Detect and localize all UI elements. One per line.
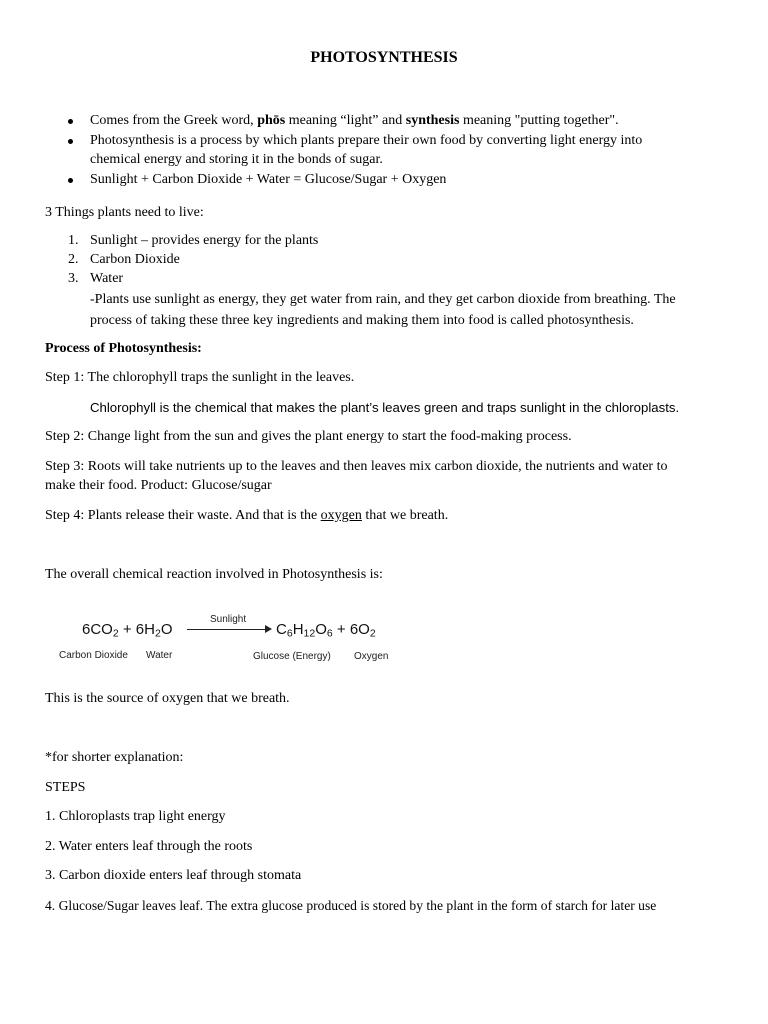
- reaction-intro: The overall chemical reaction involved in Photosynthesis is:: [45, 567, 383, 582]
- label-water: Water: [146, 650, 173, 661]
- equation-products: [276, 620, 376, 640]
- bullet-text: meaning "putting together".: [459, 113, 619, 128]
- needs-item: [45, 251, 735, 270]
- reaction-arrow-icon: [187, 629, 265, 630]
- bullet-bold-phos: phōs: [257, 113, 286, 128]
- subscript: 2: [369, 627, 376, 640]
- process-step-3-line: make their food. Product: Glucose/sugar: [45, 477, 272, 493]
- page-title: PHOTOSYNTHESIS: [310, 49, 458, 66]
- arrow-label: Sunlight: [210, 614, 247, 625]
- needs-note-line: process of taking these three key ingredients and making them into food is called photosynthesis.: [90, 313, 634, 328]
- needs-item-text: Carbon Dioxide: [90, 251, 180, 267]
- process-step-3: [45, 458, 735, 496]
- h2o-text: + 6H: [118, 621, 155, 638]
- bullet-text: meaning “light” and: [285, 113, 406, 128]
- equation-reactants: [82, 620, 172, 640]
- subscript: 12: [303, 627, 316, 640]
- subscript: 6: [326, 627, 333, 640]
- product-c: C: [276, 621, 287, 638]
- arrow-head-icon: [265, 625, 272, 633]
- bullet-dot-icon: [68, 178, 73, 183]
- process-heading-text: Process of Photosynthesis:: [45, 341, 202, 356]
- short-step: 4. Glucose/Sugar leaves leaf. The extra glucose produced is stored by the plant in the form of starch for later use: [45, 898, 657, 913]
- needs-note-line: -Plants use sunlight as energy, they get water from rain, and they get carbon dioxide from breathing. The: [90, 292, 676, 307]
- bullet-word-equation: [45, 171, 735, 190]
- label-carbon-dioxide: Carbon Dioxide: [59, 650, 128, 661]
- process-step-4-text: that we breath.: [361, 508, 449, 523]
- process-step-3-line: Step 3: Roots will take nutrients up to the leaves and then leaves mix carbon dioxide, the nutrients and water to: [45, 459, 668, 474]
- needs-item: [45, 232, 735, 251]
- needs-item: [45, 270, 735, 289]
- process-step-4: [45, 507, 735, 526]
- needs-intro: 3 Things plants need to live:: [45, 205, 204, 220]
- process-step-4-text: Step 4: Plants release their waste. And that is the: [45, 508, 321, 523]
- process-heading: [45, 340, 735, 359]
- needs-item-text: Sunlight – provides energy for the plants: [90, 233, 319, 248]
- label-glucose: Glucose (Energy): [253, 651, 331, 662]
- bullet-greek-origin: [45, 112, 735, 131]
- needs-item-text: Water: [90, 270, 124, 286]
- subscript: 2: [154, 627, 161, 640]
- product-h: H: [292, 621, 304, 638]
- bullet-dot-icon: [68, 119, 73, 124]
- process-step-2: Step 2: Change light from the sun and gives the plant energy to start the food-making process.: [45, 429, 572, 444]
- needs-note: [45, 289, 768, 331]
- list-number: 1.: [68, 233, 79, 248]
- co2-text: 6CO: [82, 621, 113, 638]
- bullet-text: Sunlight + Carbon Dioxide + Water = Glucose/Sugar + Oxygen: [90, 171, 447, 187]
- subscript: 2: [112, 627, 119, 640]
- bullet-text-line: Photosynthesis is a process by which plants prepare their own food by converting light energy into: [90, 132, 643, 148]
- short-step: 2. Water enters leaf through the roots: [45, 839, 253, 854]
- needs-list: [45, 232, 735, 289]
- subscript: 6: [286, 627, 293, 640]
- short-heading: STEPS: [45, 780, 86, 795]
- bullet-bold-synthesis: synthesis: [405, 113, 460, 128]
- product-o2: + 6O: [332, 621, 370, 638]
- intro-bullet-list: [45, 112, 735, 191]
- reaction-outro: This is the source of oxygen that we breath.: [45, 691, 290, 706]
- short-step: 3. Carbon dioxide enters leaf through stomata: [45, 868, 302, 883]
- bullet-definition: [45, 132, 735, 170]
- bullet-text: Comes from the Greek word,: [90, 113, 258, 128]
- list-number: 2.: [68, 251, 79, 267]
- short-step: 1. Chloroplasts trap light energy: [45, 809, 226, 824]
- bullet-text-line: chemical energy and storing it in the bonds of sugar.: [90, 151, 383, 167]
- h2o-end: O: [160, 621, 173, 638]
- process-step-1: Step 1: The chlorophyll traps the sunlight in the leaves.: [45, 370, 355, 385]
- product-o: O: [315, 621, 327, 638]
- label-oxygen: Oxygen: [354, 651, 389, 662]
- process-step-1-note: Chlorophyll is the chemical that makes the plant’s leaves green and traps sunlight in the chloroplasts.: [90, 400, 680, 415]
- short-intro: *for shorter explanation:: [45, 750, 184, 765]
- underlined-oxygen: oxygen: [320, 508, 362, 523]
- list-number: 3.: [68, 270, 79, 286]
- bullet-dot-icon: [68, 139, 73, 144]
